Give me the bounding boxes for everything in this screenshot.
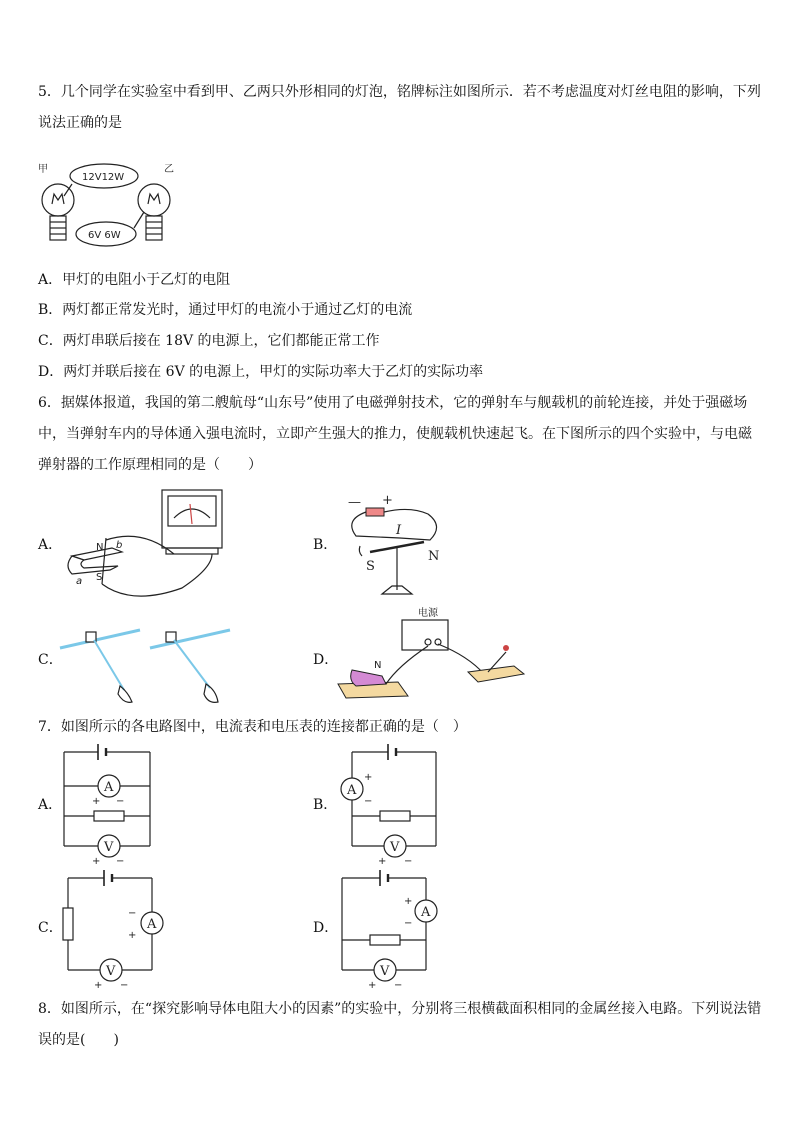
ammeter-a-symbol: A xyxy=(104,780,114,795)
q6-label-b: B． xyxy=(313,537,338,553)
magnet-s-label: S xyxy=(96,572,103,583)
wire-a-label: a xyxy=(76,576,83,587)
q5-option-c: C．两灯串联后接在 18V 的电源上，它们都能正常工作 xyxy=(38,333,380,349)
q5-bulbs-figure xyxy=(36,160,176,248)
q7-label-c: C． xyxy=(38,920,63,936)
q7-circuit-b xyxy=(340,742,440,866)
q6-label-c: C． xyxy=(38,652,63,668)
q7-label-a: A． xyxy=(38,797,63,813)
resistor-b xyxy=(380,811,410,821)
bulb-yi-filament xyxy=(148,194,160,204)
q7-circuit-d xyxy=(338,868,438,992)
wire-b-label: b xyxy=(116,540,123,551)
svg-text:−: − xyxy=(116,856,125,867)
q5-option-a: A．甲灯的电阻小于乙灯的电阻 xyxy=(38,272,231,288)
q6-stem-line2: 中，当弹射车内的导体通入强电流时，立即产生强大的推力，使舰载机快速起飞。在下图所示的四个实验中，与电磁 xyxy=(38,426,752,442)
voltmeter-d-symbol: V xyxy=(380,964,390,979)
svg-text:−: − xyxy=(364,796,373,807)
voltmeter-a-symbol: V xyxy=(104,840,114,855)
q6-label-a: A． xyxy=(38,537,63,553)
q6-figure-b-oersted xyxy=(340,490,450,600)
q5-option-b: B．两灯都正常发光时，通过甲灯的电流小于通过乙灯的电流 xyxy=(38,302,413,318)
svg-text:+: + xyxy=(368,980,377,991)
switch-board xyxy=(468,666,524,682)
needle-n-label: N xyxy=(428,549,440,564)
current-i-label: I xyxy=(396,523,402,538)
svg-text:−: − xyxy=(128,908,137,919)
q6-stem-line3: 弹射器的工作原理相同的是（ ） xyxy=(38,457,262,473)
ammeter-b-symbol: A xyxy=(347,783,357,798)
q8-stem-line1: 8．如图所示，在“探究影响导体电阻大小的因素”的实验中，分别将三根横截面积相同的金属丝接入电路。下列说法错 xyxy=(38,1001,762,1017)
battery-minus: — xyxy=(348,495,361,510)
bulb-jia-label: 甲 xyxy=(38,164,48,175)
svg-text:−: − xyxy=(120,980,129,991)
resistor-a xyxy=(94,811,124,821)
svg-text:+: + xyxy=(92,796,101,807)
nameplate-top-text: 12V12W xyxy=(82,172,125,183)
voltmeter-c-symbol: V xyxy=(106,964,116,979)
q8-stem-line2: 误的是( ) xyxy=(38,1032,119,1048)
q5-option-d: D．两灯并联后接在 6V 的电源上，甲灯的实际功率大于乙灯的实际功率 xyxy=(38,364,484,380)
bulb-yi-label: 乙 xyxy=(164,164,174,175)
q7-label-d: D． xyxy=(313,920,339,936)
q7-circuit-a xyxy=(62,742,158,866)
svg-text:+: + xyxy=(404,896,413,907)
magnet-n-label: N xyxy=(96,542,104,553)
svg-text:+: + xyxy=(128,930,137,941)
battery-plus: + xyxy=(382,493,393,508)
magnet-d xyxy=(351,670,386,686)
q6-figure-d-motor xyxy=(338,606,528,706)
needle-s-label: S xyxy=(366,559,375,574)
voltmeter-b-symbol: V xyxy=(390,840,400,855)
magnet-d-n-label: N xyxy=(374,660,382,671)
nameplate-bottom-text: 6V 6W xyxy=(88,230,121,241)
q7-stem: 7．如图所示的各电路图中，电流表和电压表的连接都正确的是（ ） xyxy=(38,719,467,735)
q6-stem-line1: 6．据媒体报道，我国的第二艘航母“山东号”使用了电磁弹射技术，它的弹射车与舰载机的前轮连接，并处于强磁场 xyxy=(38,395,748,411)
q7-circuit-c xyxy=(62,868,168,992)
bulb-jia-filament xyxy=(52,194,64,204)
resistor-c xyxy=(63,908,73,940)
q7-label-b: B． xyxy=(313,797,338,813)
ammeter-d-symbol: A xyxy=(421,905,431,920)
svg-text:+: + xyxy=(94,980,103,991)
q6-figure-a-galvanometer xyxy=(62,488,232,606)
svg-text:−: − xyxy=(404,856,413,867)
svg-text:−: − xyxy=(116,796,125,807)
power-source-label: 电源 xyxy=(418,608,438,619)
svg-text:+: + xyxy=(378,856,387,867)
resistor-d xyxy=(370,935,400,945)
svg-text:−: − xyxy=(404,918,413,929)
svg-text:+: + xyxy=(364,772,373,783)
q5-stem-line1: 5．几个同学在实验室中看到甲、乙两只外形相同的灯泡，铭牌标注如图所示．若不考虑温度对灯丝电阻的影响，下列 xyxy=(38,84,761,100)
q5-stem-line2: 说法正确的是 xyxy=(38,115,122,131)
svg-text:−: − xyxy=(394,980,403,991)
svg-text:+: + xyxy=(92,856,101,867)
q6-label-d: D． xyxy=(313,652,339,668)
q6-figure-c-rods xyxy=(58,628,238,708)
battery xyxy=(366,508,384,516)
ammeter-c-symbol: A xyxy=(147,917,157,932)
